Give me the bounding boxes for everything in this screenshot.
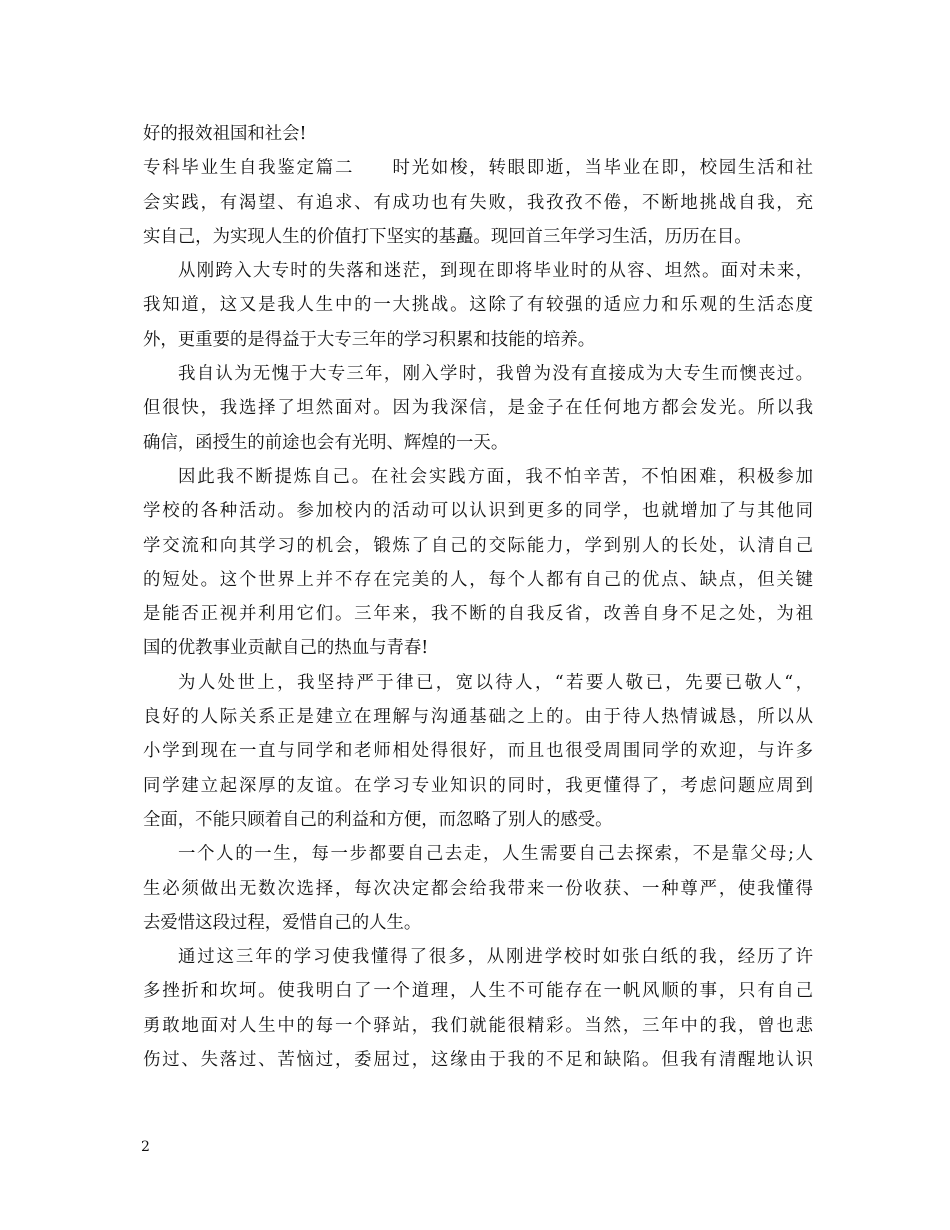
text-line: 国的优教事业贡献自己的热血与青春! <box>143 638 429 659</box>
text-line: 会实践，有渴望、有追求、有成功也有失败，我孜孜不倦，不断地挑战自我，充 <box>143 192 813 213</box>
page-number: 2 <box>141 1139 150 1155</box>
text-line: 同学建立起深厚的友谊。在学习专业知识的同时，我更懂得了，考虑问题应周到 <box>143 775 813 796</box>
text-line: 我知道，这又是我人生中的一大挑战。这除了有较强的适应力和乐观的生活态度 <box>143 295 813 316</box>
text-line: 勇敢地面对人生中的每一个驿站，我们就能很精彩。当然，三年中的我，曾也悲 <box>143 1015 813 1036</box>
text-line: 但很快，我选择了坦然面对。因为我深信，是金子在任何地方都会发光。所以我 <box>143 398 813 419</box>
text-line: 为人处世上，我坚持严于律已，宽以待人，“若要人敬已，先要已敬人“， <box>178 672 813 693</box>
text-line: 伤过、失落过、苦恼过，委屈过，这缘由于我的不足和缺陷。但我有清醒地认识 <box>143 1050 813 1071</box>
text-line: 好的报效祖国和社会! <box>143 124 307 144</box>
text-line: 全面，不能只顾着自己的利益和方便，而忽略了别人的感受。 <box>143 809 613 830</box>
text-line: 确信，函授生的前途也会有光明、辉煌的一天。 <box>143 432 509 453</box>
text-line: 生必须做出无数次选择，每次决定都会给我带来一份收获、一种尊严，使我懂得 <box>143 878 813 899</box>
text-line: 实自己，为实现人生的价值打下坚实的基矗。现回首三年学习生活，历历在目。 <box>143 226 752 247</box>
text-line: 小学到现在一直与同学和老师相处得很好，而且也很受周围同学的欢迎，与许多 <box>143 741 813 762</box>
text-line: 专科毕业生自我鉴定篇二 时光如梭，转眼即逝，当毕业在即，校园生活和社 <box>143 158 813 179</box>
text-line: 因此我不断提炼自己。在社会实践方面，我不怕辛苦，不怕困难，积极参加 <box>178 466 813 487</box>
text-line: 的短处。这个世界上并不存在完美的人，每个人都有自己的优点、缺点，但关键 <box>143 569 813 590</box>
text-line: 学交流和向其学习的机会，锻炼了自己的交际能力，学到别人的长处，认清自己 <box>143 535 813 556</box>
text-line: 通过这三年的学习使我懂得了很多，从刚进学校时如张白纸的我，经历了许 <box>178 947 813 968</box>
text-line: 外，更重要的是得益于大专三年的学习积累和技能的培养。 <box>143 329 596 350</box>
body-text <box>143 117 813 1077</box>
text-line: 一个人的一生，每一步都要自己去走，人生需要自己去探索，不是靠父母;人 <box>178 844 813 865</box>
text-line: 去爱惜这段过程，爱惜自己的人生。 <box>143 912 422 933</box>
text-line: 多挫折和坎坷。使我明白了一个道理，人生不可能存在一帆风顺的事，只有自己 <box>143 981 813 1002</box>
text-line: 从刚跨入大专时的失落和迷茫，到现在即将毕业时的从容、坦然。面对未来， <box>178 261 813 282</box>
text-line: 良好的人际关系正是建立在理解与沟通基础之上的。由于待人热情诚恳，所以从 <box>143 707 813 728</box>
text-line: 是能否正视并利用它们。三年来，我不断的自我反省，改善自身不足之处，为祖 <box>143 604 813 625</box>
text-line: 我自认为无愧于大专三年，刚入学时，我曾为没有直接成为大专生而懊丧过。 <box>178 364 813 385</box>
text-line: 学校的各种活动。参加校内的活动可以认识到更多的同学，也就增加了与其他同 <box>143 501 813 522</box>
